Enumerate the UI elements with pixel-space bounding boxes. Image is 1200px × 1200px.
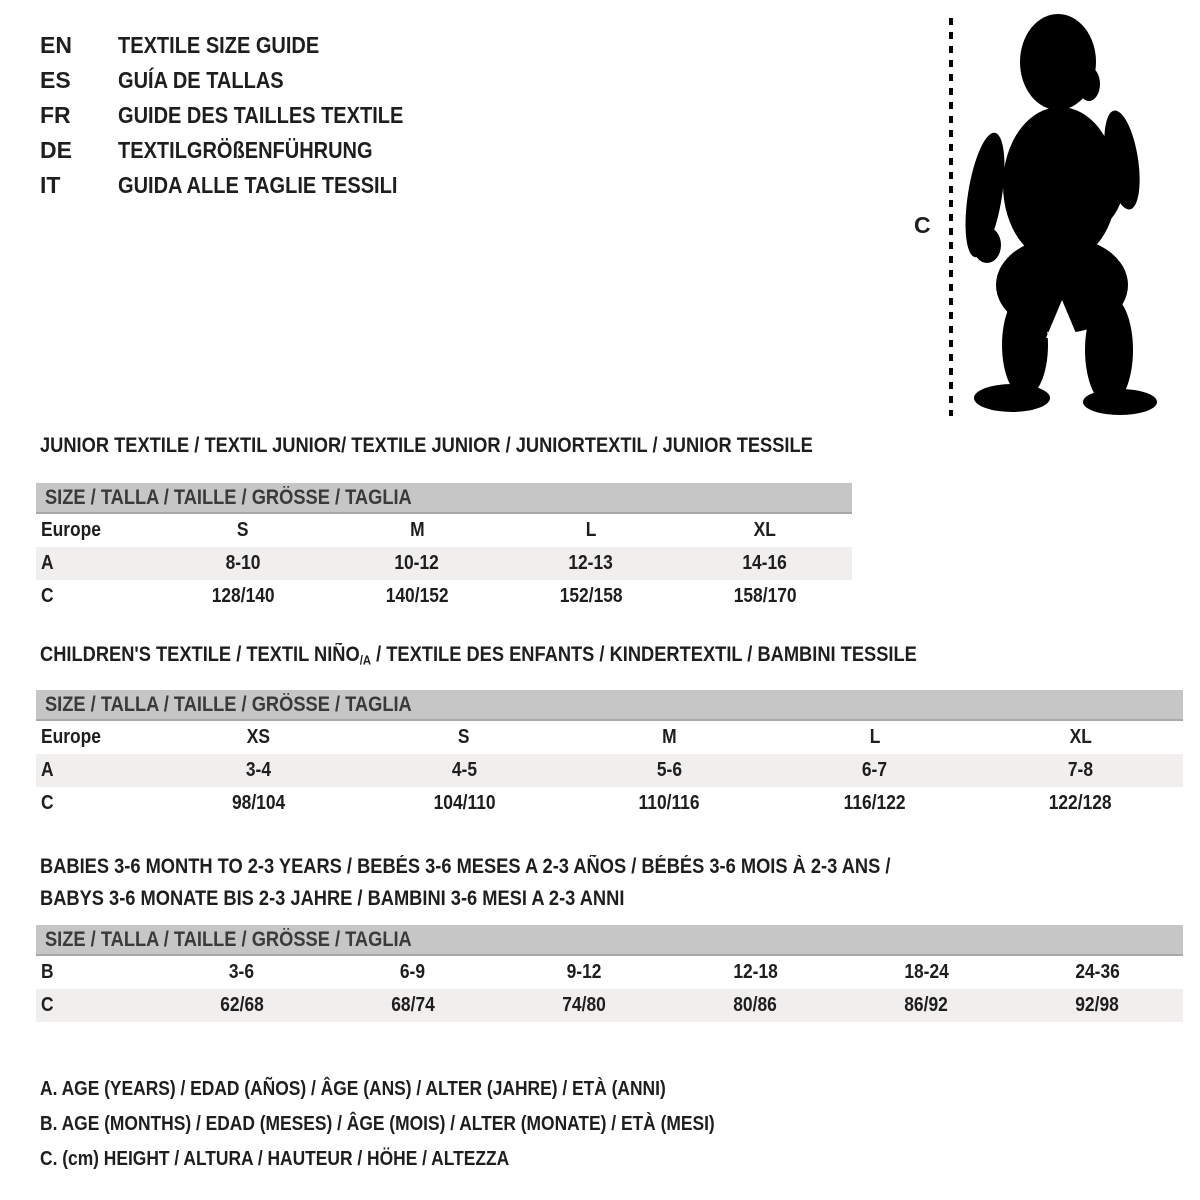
language-code: IT <box>40 172 61 198</box>
height-cell: 116/122 <box>843 792 906 814</box>
height-cell: 140/152 <box>385 585 449 607</box>
table-row <box>36 514 852 547</box>
junior-section-title: JUNIOR TEXTILE / TEXTIL JUNIOR/ TEXTILE JUNIOR / JUNIORTEXTIL / JUNIOR TESSILE <box>40 434 813 457</box>
height-cell: 152/158 <box>559 585 623 607</box>
legend-line-b: B. AGE (MONTHS) / EDAD (MESES) / ÂGE (MOIS) / ALTER (MONATE) / ETÀ (MESI) <box>40 1113 715 1135</box>
measure-legend <box>40 1072 816 1177</box>
row-label: A <box>41 759 54 781</box>
table-row <box>36 580 852 613</box>
height-cell: 122/128 <box>1048 792 1112 814</box>
toddler-silhouette <box>958 14 1157 415</box>
junior-size-table <box>36 483 852 613</box>
language-title: GUIDE DES TAILLES TEXTILE <box>118 102 404 128</box>
row-label: C <box>41 792 54 814</box>
table-row <box>36 787 1183 820</box>
babies-size-header-row: SIZE / TALLA / TAILLE / GRÖSSE / TAGLIA <box>36 925 1183 956</box>
age-cell: 8-10 <box>225 552 261 574</box>
table-row <box>36 754 1183 787</box>
row-label: Europe <box>41 519 101 541</box>
language-row-it <box>40 168 446 203</box>
row-label: B <box>41 961 54 983</box>
language-code: DE <box>40 137 72 163</box>
size-cell: L <box>585 519 597 541</box>
size-cell: M <box>662 726 677 748</box>
babies-size-table <box>36 925 1183 1022</box>
children-size-header-row: SIZE / TALLA / TAILLE / GRÖSSE / TAGLIA <box>36 690 1183 721</box>
age-cell: 18-24 <box>904 961 949 983</box>
language-row-en <box>40 28 446 63</box>
language-title: TEXTILGRÖßENFÜHRUNG <box>118 137 373 163</box>
row-label: Europe <box>41 726 101 748</box>
table-row <box>36 956 1183 989</box>
row-label: A <box>41 552 54 574</box>
children-section-title: CHILDREN'S TEXTILE / TEXTIL $NIÑO_{/A}$ / TEXTILE DES ENFANTS / KINDERTEXTIL / BAMBINI TESSILE <box>40 643 917 668</box>
age-cell: 6-9 <box>400 961 426 983</box>
size-cell: L <box>869 726 881 748</box>
age-cell: 9-12 <box>566 961 602 983</box>
title-subscript: /A <box>359 652 372 668</box>
height-cell: 128/140 <box>211 585 275 607</box>
language-row-de <box>40 133 446 168</box>
size-cell: XL <box>1069 726 1092 748</box>
age-cell: 6-7 <box>862 759 888 781</box>
size-cell: XL <box>753 519 777 541</box>
children-size-table <box>36 690 1183 820</box>
size-cell: M <box>409 519 425 541</box>
height-cell: 68/74 <box>390 994 435 1016</box>
height-cell: 104/110 <box>433 792 496 814</box>
language-title: GUIDA ALLE TAGLIE TESSILI <box>118 172 398 198</box>
babies-section-title: BABIES 3-6 MONTH TO 2-3 YEARS / BEBÉS 3-6 MESES A 2-3 AÑOS / BÉBÉS 3-6 MOIS À 2-3 ANS / BABYS 3-6 MONATE BIS 2-3 JAHRE / BAMBINI 3-6 MESI A 2-3 ANNI <box>40 855 891 910</box>
height-figure <box>900 0 1200 430</box>
height-cell: 86/92 <box>904 994 949 1016</box>
table-row <box>36 989 1183 1022</box>
age-cell: 4-5 <box>451 759 477 781</box>
height-cell: 98/104 <box>232 792 286 814</box>
size-cell: XS <box>247 726 271 748</box>
age-cell: 12-18 <box>732 961 778 983</box>
table-row <box>36 721 1183 754</box>
row-label: C <box>41 585 54 607</box>
height-cell: 158/170 <box>733 585 797 607</box>
height-cell: 110/116 <box>639 792 701 814</box>
age-cell: 7-8 <box>1067 759 1093 781</box>
age-cell: 3-4 <box>246 759 272 781</box>
height-cell: 62/68 <box>219 994 264 1016</box>
language-row-es <box>40 63 446 98</box>
age-cell: 3-6 <box>229 961 255 983</box>
height-dimension-label: C <box>914 212 931 238</box>
language-code: EN <box>40 32 72 58</box>
junior-size-header-row: SIZE / TALLA / TAILLE / GRÖSSE / TAGLIA <box>36 483 852 514</box>
legend-line-a: A. AGE (YEARS) / EDAD (AÑOS) / ÂGE (ANS) / ALTER (JAHRE) / ETÀ (ANNI) <box>40 1078 666 1100</box>
language-title: TEXTILE SIZE GUIDE <box>118 32 320 58</box>
language-code: FR <box>40 102 71 128</box>
row-label: C <box>41 994 54 1016</box>
age-cell: 12-13 <box>568 552 614 574</box>
language-title: GUÍA DE TALLAS <box>118 67 284 93</box>
language-code: ES <box>40 67 71 93</box>
language-title-list <box>40 28 446 203</box>
size-cell: S <box>237 519 249 541</box>
height-cell: 74/80 <box>562 994 606 1016</box>
language-row-fr <box>40 98 446 133</box>
age-cell: 14-16 <box>742 552 788 574</box>
table-row <box>36 547 852 580</box>
legend-line-c: C. (cm) HEIGHT / ALTURA / HAUTEUR / HÖHE / ALTEZZA <box>40 1148 510 1170</box>
toddler-silhouette-image <box>900 0 1200 430</box>
age-cell: 5-6 <box>656 759 683 781</box>
size-cell: S <box>458 726 470 748</box>
height-cell: 80/86 <box>733 994 777 1016</box>
height-cell: 92/98 <box>1075 994 1120 1016</box>
age-cell: 10-12 <box>394 552 440 574</box>
age-cell: 24-36 <box>1075 961 1120 983</box>
